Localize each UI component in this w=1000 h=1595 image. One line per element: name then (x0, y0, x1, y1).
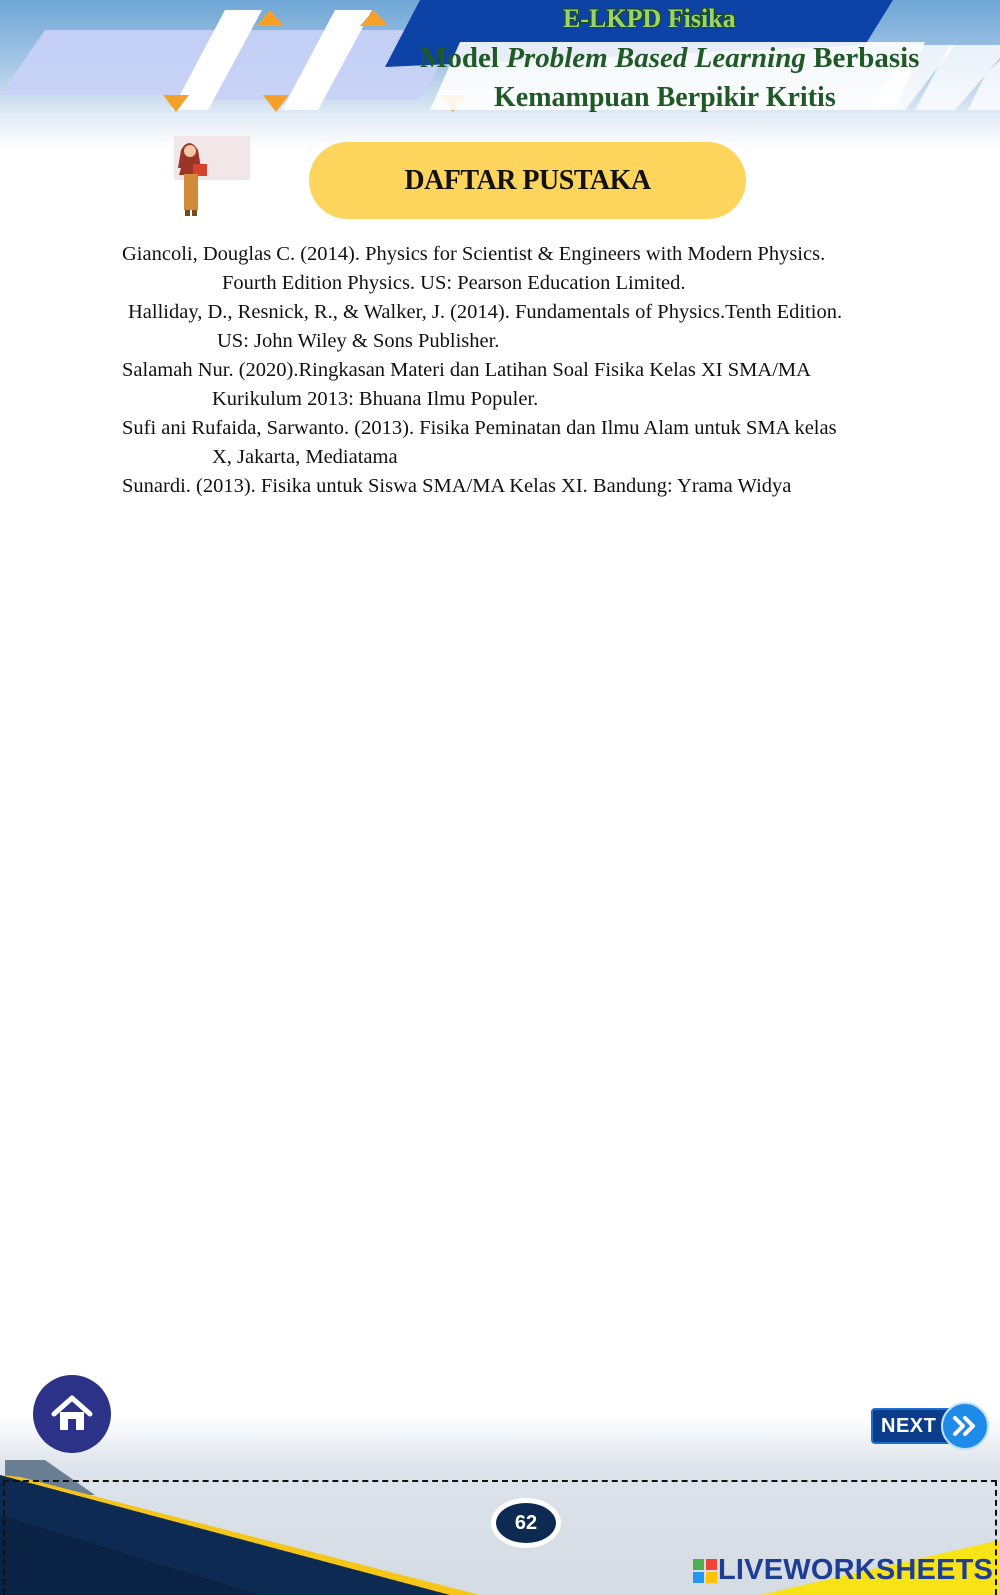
liveworksheets-brand: LIVEWORKSHEETS (718, 1554, 994, 1586)
double-chevron-right-icon (941, 1402, 989, 1450)
next-label: NEXT (881, 1414, 937, 1437)
home-icon (50, 1393, 94, 1435)
header-decoration (0, 0, 1000, 150)
liveworksheets-logo (692, 1554, 993, 1587)
header-title-line2-italic: Problem Based Learning (506, 42, 806, 74)
header-title-line3: Kemampuan Berpikir Kritis (494, 82, 836, 113)
reference-line: Halliday, D., Resnick, R., & Walker, J. (2014). Fundamentals of Physics.Tenth Edition. (128, 301, 843, 323)
next-button[interactable] (871, 1402, 991, 1454)
reference-line: Kurikulum 2013: Bhuana Ilmu Populer. (212, 388, 539, 410)
page-number-badge: 62 (491, 1498, 561, 1548)
section-title-pill (309, 142, 746, 219)
header-title-line2-suffix: Berbasis (805, 42, 920, 74)
reference-line: Sufi ani Rufaida, Sarwanto. (2013). Fisika Peminatan dan Ilmu Alam untuk SMA kelas (122, 417, 837, 439)
reference-line: Salamah Nur. (2020).Ringkasan Materi dan Latihan Soal Fisika Kelas XI SMA/MA (122, 359, 811, 381)
header-title-line2 (420, 42, 919, 75)
section-title: DAFTAR PUSTAKA (404, 164, 651, 196)
reference-line: US: John Wiley & Sons Publisher. (217, 330, 500, 352)
home-button[interactable] (33, 1375, 111, 1453)
reference-line: X, Jakarta, Mediatama (212, 446, 398, 468)
reference-line: Fourth Edition Physics. US: Pearson Education Limited. (222, 272, 686, 294)
reference-line: Giancoli, Douglas C. (2014). Physics for Scientist & Engineers with Modern Physics. (122, 243, 826, 265)
teacher-illustration (172, 136, 252, 220)
header-title-line1: E-LKPD Fisika (563, 4, 736, 33)
header-title-line2-prefix: Model (420, 42, 507, 74)
liveworksheets-icon (692, 1558, 718, 1584)
reference-line: Sunardi. (2013). Fisika untuk Siswa SMA/MA Kelas XI. Bandung: Yrama Widya (122, 475, 792, 497)
